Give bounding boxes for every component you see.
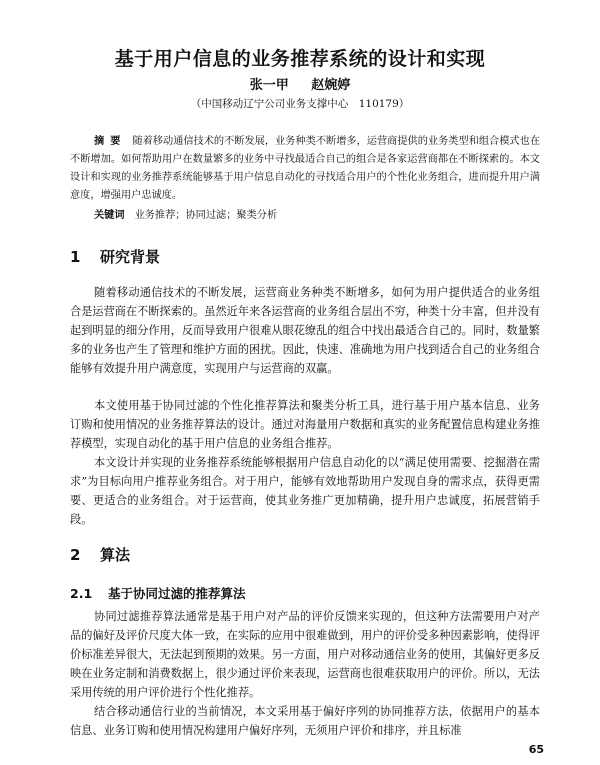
subsection-title: 基于协同过滤的推荐算法	[108, 586, 246, 601]
section-heading	[70, 246, 160, 267]
author-line	[0, 74, 600, 93]
subsection-heading	[70, 584, 246, 602]
subsection-number: 2.1	[70, 586, 93, 601]
abstract	[70, 133, 540, 205]
keywords-label: 关键词	[94, 210, 125, 221]
keywords-text: 业务推荐；协同过滤；聚类分析	[134, 210, 278, 221]
abstract-text: 随着移动通信技术的不断发展，业务种类不断增多，运营商提供的业务类型和组合模式也在不断增加。如何帮助用户在数量繁多的业务中寻找最适合自己的组合是各家运营商都在不断探索的。本文设计和实现的业务推荐系统能够基于用户信息自动化的寻找适合用户的个性化业务组合，进而提升用户满意度，增强用户忠诚度。	[70, 136, 541, 201]
body-paragraph: 随着移动通信技术的不断发展，运营商业务种类不断增多，如何为用户提供适合的业务组合是运营商在不断探索的。虽然近年来各运营商的业务组合层出不穷，种类十分丰富，但并没有起到明显的细分作用，反而导致用户很难从眼花缭乱的组合中找出最适合自己的。同时，数量繁多的业务也产生了管理和维护方面的困扰。因此，快速、准确地为用户找到适合自己的业务组合能够有效提升用户满意度，实现用户与运营商的双赢。	[70, 286, 540, 375]
body-paragraph: 本文设计并实现的业务推荐系统能够根据用户信息自动化的以“满足使用需要、挖掘潜在需求”为目标向用户推荐业务组合。对于用户，能够有效地帮助用户发现自身的需求点，获得更需要、更适合的业务组合。对于运营商，使其业务推广更加精确，提升用户忠诚度，拓展营销手段。	[70, 456, 540, 526]
abstract-label: 摘要	[94, 136, 127, 147]
section-title: 算法	[100, 546, 131, 564]
section-heading	[70, 544, 130, 565]
body-paragraph: 结合移动通信行业的当前情况，本文采用基于偏好序列的协同推荐方法，依据用户的基本信息、业务订购和使用情况构建用户偏好序列，无须用户评价和排序，并且标准	[70, 705, 540, 737]
keywords	[94, 206, 534, 221]
body-paragraph: 协同过滤推荐算法通常是基于用户对产品的评价反馈来实现的，但这种方法需要用户对产品的偏好及评价尺度大体一致，在实际的应用中很难做到，用户的评价受多种因素影响，使得评价标准差异很大，无法起到预期的效果。另一方面，用户对移动通信业务的使用，其偏好更多反映在业务定制和消费数据上，很少通过评价来表现，运营商也很难获取用户的评价。所以，无法采用传统的用户评价进行个性化推荐。	[70, 610, 540, 699]
section-number: 2	[70, 546, 81, 564]
author-name: 张一甲	[249, 78, 289, 93]
affiliation: （中国移动辽宁公司业务支撑中心 110179）	[190, 98, 410, 110]
paper-title: 基于用户信息的业务推荐系统的设计和实现	[114, 48, 486, 70]
page-number: 65	[528, 743, 544, 756]
body-paragraph: 本文使用基于协同过滤的个性化推荐算法和聚类分析工具，进行基于用户基本信息、业务订购和使用情况的业务推荐算法的设计。通过对海量用户数据和真实的业务配置信息构建业务推荐模型，实现自动化的基于用户信息的业务组合推荐。	[70, 399, 540, 450]
section-title: 研究背景	[100, 248, 161, 266]
section-number: 1	[70, 248, 81, 266]
author-name: 赵婉婷	[311, 78, 351, 93]
